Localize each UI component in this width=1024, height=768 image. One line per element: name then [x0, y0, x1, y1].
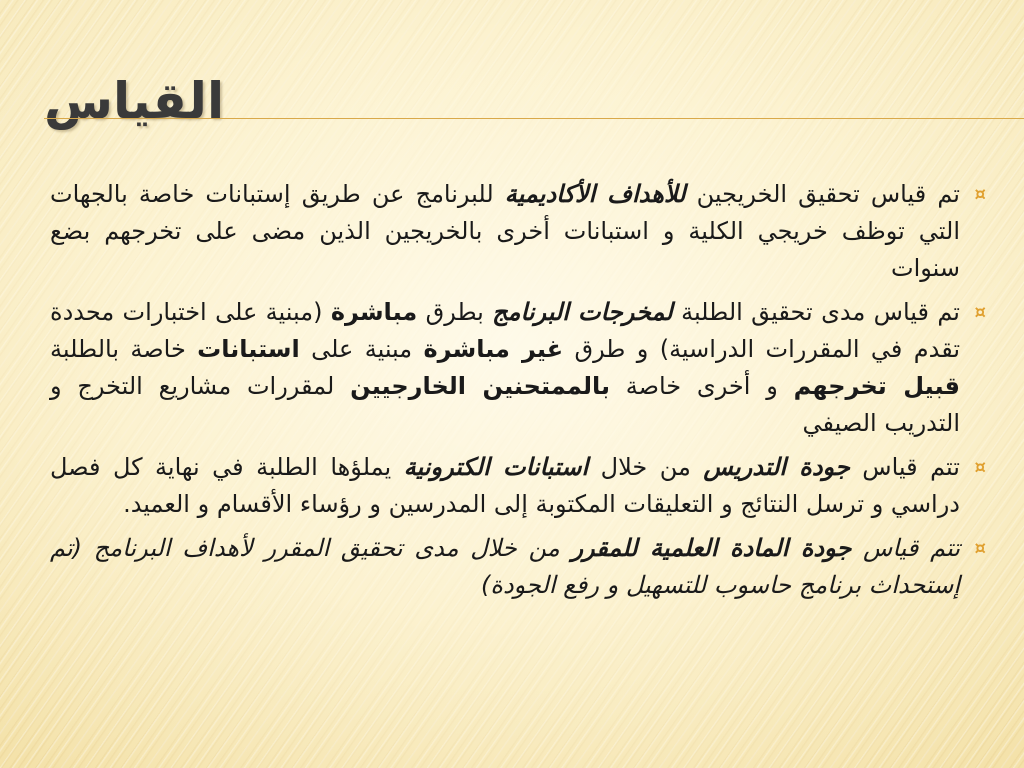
text-run: لمقررات مشاريع التخرج و التدريب الصيفي	[50, 372, 960, 437]
emphasis-text: جودة المادة العلمية للمقرر	[571, 534, 852, 562]
text-run: تم قياس مدى تحقيق الطلبة	[672, 298, 960, 326]
text-run: تتم قياس	[851, 534, 960, 562]
emphasis-text: لمخرجات البرنامج	[492, 298, 673, 326]
text-run: من خلال مدى تحقيق المقرر لأهداف البرنامج (تم إستحداث برنامج حاسوب للتسهيل و رفع الجودة)	[50, 534, 960, 599]
bullet-teaching-quality	[50, 449, 986, 523]
text-run: مبنية على	[299, 335, 424, 363]
emphasis-text: استبانات الكترونية	[403, 453, 589, 481]
bullet-academic-goals	[50, 176, 986, 287]
bold-text: قبيل تخرجهم	[793, 372, 960, 400]
slide-title: القياس	[44, 72, 225, 130]
text-run: بطرق	[417, 298, 493, 326]
text-run: (مبنية على اختبارات محددة تقدم في المقررات الدراسية) و طرق	[50, 298, 961, 363]
bullet-list	[50, 176, 986, 611]
text-run: للبرنامج عن طريق إستبانات خاصة بالجهات التي توظف خريجي الكلية و استبانات أخرى بالخريجين الذين مضى على تخرجهم بضع سنوات	[50, 180, 960, 282]
text-run: من خلال	[588, 453, 704, 481]
bold-text: استبانات	[197, 335, 300, 363]
title-divider	[44, 118, 1024, 119]
text-run: تم قياس تحقيق الخريجين	[685, 180, 960, 208]
bullet-marker-icon: ¤	[974, 302, 986, 323]
bullet-program-outcomes	[50, 294, 986, 442]
bullet-marker-icon: ¤	[974, 538, 986, 559]
text-run: و أخرى خاصة	[609, 372, 794, 400]
emphasis-text: للأهداف الأكاديمية	[504, 180, 686, 208]
text-run: تتم قياس	[849, 453, 960, 481]
bold-text: غير مباشرة	[423, 335, 564, 363]
bullet-marker-icon: ¤	[974, 457, 986, 478]
text-run: يملؤها الطلبة في نهاية كل فصل دراسي و ترسل النتائج و التعليقات المكتوبة إلى المدرسين و رؤساء الأقسام و العميد.	[50, 453, 960, 518]
bullet-marker-icon: ¤	[974, 184, 986, 205]
bold-text: بالممتحنين الخارجيين	[350, 372, 610, 400]
emphasis-text: جودة التدريس	[703, 453, 850, 481]
bullet-course-material-quality	[50, 530, 986, 604]
bold-text: مباشرة	[330, 298, 418, 326]
text-run: خاصة بالطلبة	[50, 335, 198, 363]
